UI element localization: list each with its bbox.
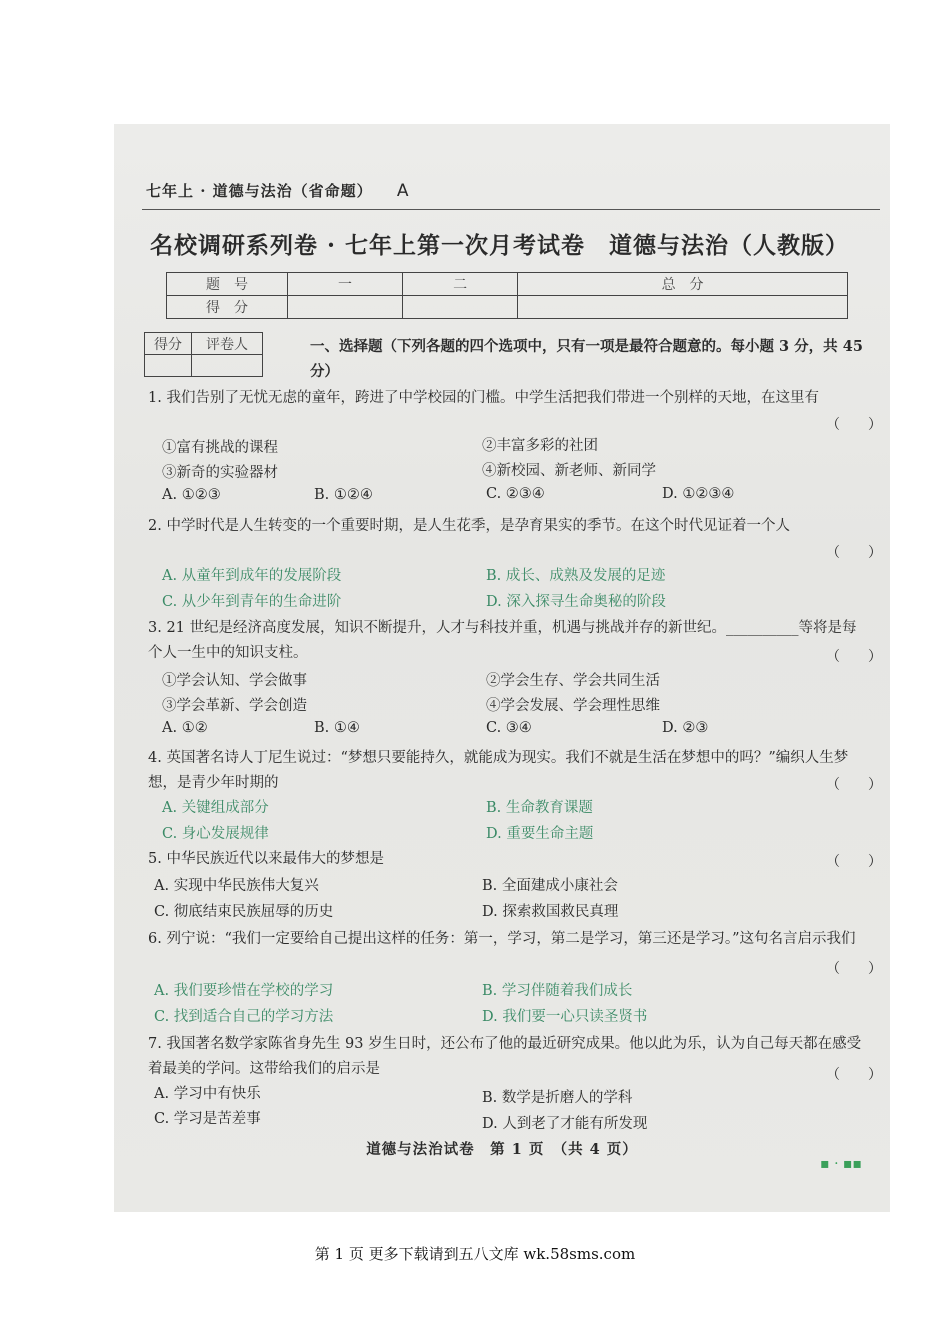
section-heading: 一、选择题（下列各题的四个选项中，只有一项是最符合题意的。每小题 3 分，共 45 分） [310, 338, 863, 380]
q7-option: D. 人到老了才能有所发现 [482, 1116, 648, 1132]
q5-option: A. 实现中华民族伟大复兴 [154, 878, 319, 894]
q4-option: A. 关键组成部分 [162, 800, 269, 816]
q3-item: ①学会认知、学会做事 [162, 673, 307, 689]
q2-option: A. 从童年到成年的发展阶段 [162, 568, 342, 584]
q6-option: C. 找到适合自己的学习方法 [154, 1009, 334, 1025]
q1-option: D. ①②③④ [662, 486, 735, 502]
q5-option: C. 彻底结束民族屈辱的历史 [154, 904, 334, 920]
q3-option: B. ①④ [314, 720, 360, 736]
ink-smudge: ▪ · ▪▪ [820, 1156, 862, 1172]
score-cell [288, 296, 403, 319]
exam-photo [114, 124, 890, 1212]
q3-item: ④学会发展、学会理性思维 [486, 698, 660, 714]
score-cell: 得 分 [167, 296, 288, 319]
grader-cell [145, 355, 192, 377]
exam-title: 名校调研系列卷 · 七年上第一次月考试卷 道德与法治（人教版） [150, 232, 850, 259]
q4-option: B. 生命教育课题 [486, 800, 593, 816]
q5-option: D. 探索救国救民真理 [482, 904, 619, 920]
grader-cell [192, 355, 263, 377]
q5-option: B. 全面建成小康社会 [482, 878, 618, 894]
q4-option: C. 身心发展规律 [162, 826, 269, 842]
grader-box [144, 332, 263, 377]
grader-label: 评卷人 [192, 333, 263, 355]
header-text: 七年上 · 道德与法治（省命题） [146, 182, 373, 200]
answer-bracket: （ ） [826, 417, 882, 433]
answer-bracket: （ ） [826, 961, 882, 977]
question-4-stem: 4. 英国著名诗人丁尼生说过：“梦想只要能持久，就能成为现实。我们不就是生活在梦想中的吗？”编织人生梦想，是青少年时期的 [148, 750, 849, 791]
question-2-stem: 2. 中学时代是人生转变的一个重要时期，是人生花季，是孕育果实的季节。在这个时代见证着一个人 [148, 518, 790, 534]
question-5-stem: 5. 中华民族近代以来最伟大的梦想是 [148, 851, 384, 867]
score-cell: 总 分 [518, 273, 848, 296]
download-watermark: 第 1 页 更多下载请到五八文库 wk.58sms.com [314, 1245, 636, 1263]
q6-option: A. 我们要珍惜在学校的学习 [154, 983, 334, 999]
q7-option: A. 学习中有快乐 [154, 1086, 261, 1102]
score-cell [518, 296, 848, 319]
question-3-stem: 3. 21 世纪是经济高度发展，知识不断提升，人才与科技并重，机遇与挑战并存的新世纪。__________等将是每个人一生中的知识支柱。 [148, 620, 857, 661]
answer-bracket: （ ） [826, 777, 882, 793]
q2-option: B. 成长、成熟及发展的足迹 [486, 568, 666, 584]
q2-option: C. 从少年到青年的生命进阶 [162, 594, 342, 610]
question-6-stem: 6. 列宁说：“我们一定要给自己提出这样的任务：第一，学习，第二是学习，第三还是学习。”这句名言启示我们 [148, 931, 856, 947]
q3-option: A. ①② [162, 720, 208, 736]
score-cell: 一 [288, 273, 403, 296]
answer-bracket: （ ） [826, 649, 882, 665]
score-table [166, 272, 848, 319]
q1-item: ②丰富多彩的社团 [482, 438, 598, 454]
q3-item: ③学会革新、学会创造 [162, 698, 307, 714]
question-7-stem: 7. 我国著名数学家陈省身先生 93 岁生日时，还公布了他的最近研究成果。他以此为乐，认为自己每天都在感受着最美的学问。这带给我们的启示是 [148, 1036, 862, 1077]
score-cell [403, 296, 518, 319]
answer-bracket: （ ） [826, 545, 882, 561]
q6-option: B. 学习伴随着我们成长 [482, 983, 633, 999]
paper-header [146, 180, 410, 201]
q6-option: D. 我们要一心只读圣贤书 [482, 1009, 648, 1025]
page-footer: 道德与法治试卷 第 1 页 （共 4 页） [366, 1141, 638, 1158]
q7-option: C. 学习是苦差事 [154, 1111, 261, 1127]
q1-item: ①富有挑战的课程 [162, 440, 278, 456]
q7-option: B. 数学是折磨人的学科 [482, 1090, 633, 1106]
score-cell: 题 号 [167, 273, 288, 296]
q1-option: A. ①②③ [162, 487, 221, 503]
q1-item: ③新奇的实验器材 [162, 465, 278, 481]
answer-bracket: （ ） [826, 854, 882, 870]
q3-option: D. ②③ [662, 720, 709, 736]
answer-bracket: （ ） [826, 1067, 882, 1083]
q4-option: D. 重要生命主题 [486, 826, 594, 842]
q1-option: C. ②③④ [486, 486, 545, 502]
header-divider [142, 209, 880, 210]
score-cell: 二 [403, 273, 518, 296]
header-grade: A [396, 181, 410, 201]
q1-option: B. ①②④ [314, 487, 373, 503]
q2-option: D. 深入探寻生命奥秘的阶段 [486, 594, 666, 610]
q3-item: ②学会生存、学会共同生活 [486, 673, 660, 689]
q1-item: ④新校园、新老师、新同学 [482, 463, 656, 479]
q3-option: C. ③④ [486, 720, 532, 736]
grader-label: 得分 [145, 333, 192, 355]
question-1-stem: 1. 我们告别了无忧无虑的童年，跨进了中学校园的门槛。中学生活把我们带进一个别样的天地，在这里有 [148, 390, 819, 406]
